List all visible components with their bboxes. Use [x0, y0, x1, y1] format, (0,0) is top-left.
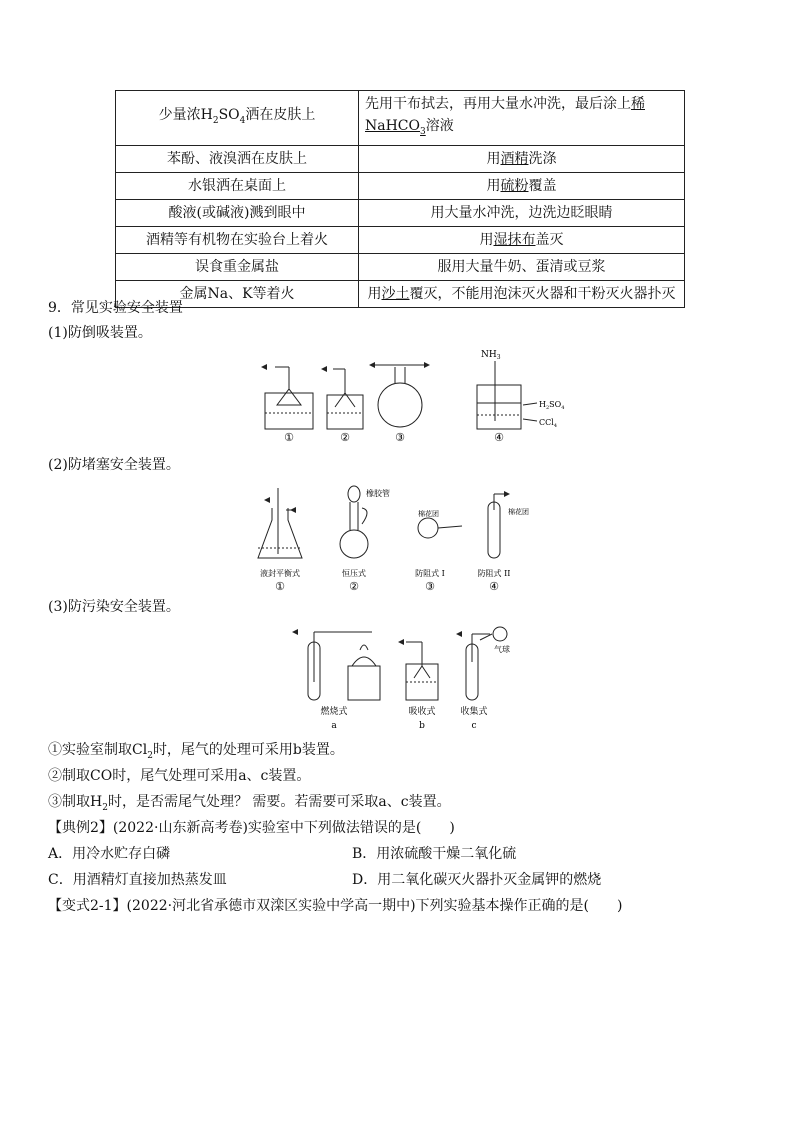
cell-text-underlined: 稀 — [631, 96, 645, 112]
subscript: 4 — [239, 115, 246, 126]
arrow-icon — [261, 364, 267, 370]
arrow-icon — [290, 507, 296, 513]
cell-text: 用大量水冲洗，边洗边眨眼睛 — [430, 204, 613, 221]
arrow-icon — [369, 362, 375, 368]
table-row — [116, 280, 685, 307]
subsection-heading: (2)防堵塞安全装置。 — [48, 457, 180, 473]
device-caption: 液封平衡式 — [260, 569, 300, 578]
note-line: ①实验室制取$Cl_2$时，尾气的处理可采用b装置。 — [48, 742, 344, 761]
arrow-icon — [264, 497, 270, 503]
table-cell — [359, 280, 685, 307]
table-row — [116, 253, 685, 280]
table-cell: 酸液(或碱液)溅到眼中 — [116, 199, 359, 226]
cell-text-underlined: 硫粉 — [500, 177, 529, 194]
option-c: C．用酒精灯直接加热蒸发皿 — [48, 872, 227, 888]
cell-text: 用 — [367, 285, 382, 302]
device-caption: 燃烧式 — [320, 707, 348, 717]
cell-text: 溶液 — [425, 118, 454, 134]
subscript: 2 — [212, 115, 219, 126]
table-row — [116, 145, 685, 172]
device-number: ② — [349, 580, 359, 593]
cotton-label-3: 棉花团 — [418, 510, 439, 518]
table-row — [116, 172, 685, 199]
beaker-shape — [265, 393, 313, 429]
device-letter: a — [331, 721, 337, 731]
device-letter: c — [471, 721, 477, 731]
arrow-icon — [504, 491, 510, 497]
cell-text: 覆盖 — [528, 177, 557, 194]
section-title: 9．常见实验安全装置 — [48, 300, 183, 316]
note-line: ②制取CO时，尾气处理可采用a、c装置。 — [48, 768, 311, 784]
option-a: A．用冷水贮存白磷 — [48, 846, 171, 862]
subscript: 3 — [420, 126, 426, 137]
device-caption: 防阻式 I — [415, 569, 445, 578]
device-number: ③ — [395, 431, 405, 444]
arrow-icon — [424, 362, 430, 368]
note-line: ③制取$H_2$时，是否需尾气处理？ 需要。若需要可采取a、c装置。 — [48, 794, 451, 813]
option-b: B．用浓硫酸干燥二氧化硫 — [352, 846, 517, 862]
h2so4-label: $H_2SO_4$ — [539, 400, 565, 411]
table-cell — [116, 91, 359, 146]
table-cell: 误食重金属盐 — [116, 253, 359, 280]
table-cell: 水银洒在桌面上 — [116, 172, 359, 199]
cell-text: 服用大量牛奶、蛋清或豆浆 — [437, 258, 606, 275]
table-cell — [359, 253, 685, 280]
cell-text: 覆灭，不能用泡沫灭火器和干粉灭火器扑灭 — [409, 285, 676, 302]
cotton-label-4: 棉花团 — [508, 508, 529, 516]
example-stem: 【典例2】(2022·山东新高考卷)实验室中下列做法错误的是( ) — [48, 820, 455, 836]
cell-text-underlined: 沙土 — [381, 285, 410, 302]
cell-text: 少量浓H — [158, 107, 213, 123]
table-row — [116, 226, 685, 253]
option-d: D．用二氧化碳灭火器扑灭金属钾的燃烧 — [352, 872, 602, 888]
ccl4-label: CCl$_4$ — [539, 418, 557, 429]
rubber-tube-label: 橡胶管 — [366, 489, 390, 498]
cell-text: 用 — [479, 231, 494, 248]
device-number: ① — [275, 580, 285, 593]
anti-suckback-figure — [255, 345, 565, 445]
variant-stem: 【变式2-1】(2022·河北省承德市双滦区实验中学高一期中)下列实验基本操作正确的是( ) — [48, 898, 623, 914]
arrow-icon — [292, 629, 298, 635]
device-number: ③ — [425, 580, 435, 593]
cell-text: 先用干布拭去，再用大量水冲洗，最后涂上 — [365, 96, 631, 112]
table-cell — [359, 226, 685, 253]
device-caption: 防阻式 II — [477, 569, 511, 578]
subsection-heading: (3)防污染安全装置。 — [48, 599, 180, 615]
balloon-label: 气球 — [494, 645, 510, 654]
arrow-icon — [456, 631, 462, 637]
device-number: ② — [340, 431, 350, 444]
cell-text: 盖灭 — [535, 231, 564, 248]
device-number: ① — [284, 431, 294, 444]
cell-text-underlined: 湿抹布 — [493, 231, 536, 248]
device-caption: 恒压式 — [342, 569, 366, 578]
table-cell: 酒精等有机物在实验台上着火 — [116, 226, 359, 253]
table-cell — [359, 91, 685, 146]
nh3-label: $NH_3$ — [481, 350, 501, 361]
table-cell: 苯酚、液溴洒在皮肤上 — [116, 145, 359, 172]
anti-blockage-figure — [250, 480, 550, 595]
table-cell: 金属Na、K等着火 — [116, 280, 359, 307]
arrow-icon — [321, 366, 327, 372]
table-cell — [359, 145, 685, 172]
device-letter: b — [419, 721, 425, 731]
anti-pollution-figure — [280, 622, 530, 737]
table-cell — [359, 172, 685, 199]
cell-text: 用 — [486, 177, 501, 194]
safety-table — [115, 90, 685, 308]
device-caption: 吸收式 — [408, 707, 436, 717]
arrow-icon — [398, 639, 404, 645]
cell-text: 用 — [486, 150, 501, 167]
cell-text: 洗涤 — [528, 150, 557, 167]
table-row — [116, 91, 685, 146]
cell-text-underlined: NaHCO — [365, 118, 420, 134]
cell-text: 洒在皮肤上 — [245, 107, 316, 123]
cell-text: SO — [218, 107, 240, 123]
subsection-heading: (1)防倒吸装置。 — [48, 325, 152, 341]
device-caption: 收集式 — [460, 707, 488, 717]
table-cell — [359, 199, 685, 226]
table-row — [116, 199, 685, 226]
device-number: ④ — [494, 431, 504, 444]
cell-text-underlined: 酒精 — [500, 150, 529, 167]
device-number: ④ — [489, 580, 499, 593]
